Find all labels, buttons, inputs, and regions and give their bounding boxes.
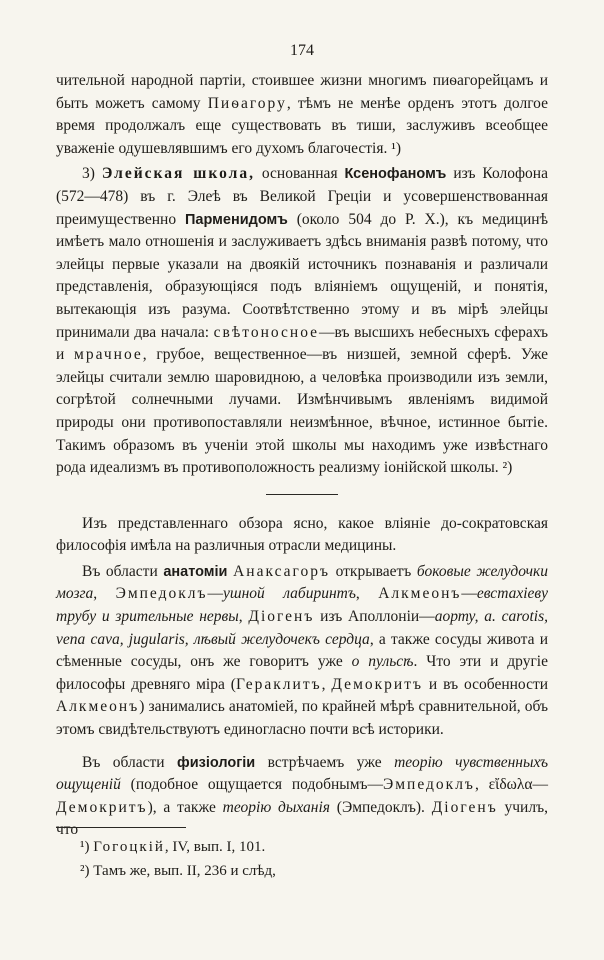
footnote-mark: ²) bbox=[80, 863, 90, 879]
text-run: изъ Колофона (572—478) въ г. Элеѣ въ Великой Греціи и усовершенствованная преимущественно bbox=[56, 165, 548, 228]
term-luminous: свѣтоносное bbox=[213, 323, 320, 341]
footnotes bbox=[80, 835, 540, 883]
term-eleatic-school: Элейская школа, bbox=[101, 165, 255, 183]
text-run: чительной народной партіи, стоившее жизни многимъ пиѳагорейцамъ и быть можетъ самому bbox=[56, 72, 548, 112]
text-run: и въ особенности bbox=[423, 675, 549, 693]
footnote-rule bbox=[56, 827, 186, 828]
text-run: основанная bbox=[254, 165, 345, 183]
italic-term: теорію чувственныхъ ощущеній bbox=[56, 753, 549, 794]
text-run: , bbox=[321, 675, 332, 693]
text-run: , bbox=[238, 608, 249, 626]
footnote-1 bbox=[80, 835, 540, 859]
name-democritus: Демокритъ bbox=[331, 675, 423, 693]
text-run: (Эмпедоклъ). bbox=[330, 798, 432, 816]
footnote-author: Гогоцкій bbox=[93, 839, 165, 855]
text-run: 3) bbox=[82, 165, 102, 183]
term-physiology: физіологіи bbox=[177, 754, 256, 771]
name-empedocles: Эмпедоклъ bbox=[115, 585, 208, 603]
text-run: встрѣчаемъ уже bbox=[255, 753, 395, 771]
name-democritus: Демокритъ bbox=[56, 798, 148, 816]
italic-term: о пульсѣ bbox=[351, 653, 414, 671]
name-xenophanes: Ксенофаномъ bbox=[344, 166, 447, 183]
text-run: , а также сосуды живота и сѣменные сосуды, онъ же говоритъ уже bbox=[56, 630, 548, 671]
text-run: . Что эти и другіе философы древняго міра ( bbox=[56, 653, 548, 693]
text-run: (подобное ощущается подобнымъ— bbox=[120, 776, 384, 794]
text-run: —въ высшихъ небесныхъ сферахъ и bbox=[56, 323, 548, 364]
name-alcmaeon: Алкмеонъ bbox=[378, 585, 462, 603]
name-parmenides: Парменидомъ bbox=[185, 211, 288, 228]
paragraph-pythagoreans bbox=[56, 70, 548, 160]
name-pythagoras: Пиѳагору bbox=[207, 94, 287, 112]
text-run: Въ области bbox=[82, 562, 164, 580]
name-alcmaeon: Алкмеонъ bbox=[56, 698, 140, 716]
name-anaxagoras: Анаксагоръ bbox=[233, 562, 331, 580]
section-divider bbox=[266, 494, 338, 495]
name-diogenes: Діогенъ bbox=[431, 798, 498, 816]
footnote-mark: ¹) bbox=[80, 839, 90, 855]
text-run: , грубое, вещественное—въ низшей, земной сферѣ. Уже элейцы считали землю шаровидною, а человѣка производили изъ земли, согрѣтой солнечными лучами. Измѣнчивымъ явленіямъ видимой природы они противопоставляли неизмѣнное, вѣчное, истинное бытіе. Такимъ образомъ въ ученіи этой школы мы находимъ уже извѣстнаго рода идеализмъ въ противоположность реализму іонійской школы. ²) bbox=[56, 346, 548, 477]
paragraph-anatomy bbox=[56, 561, 548, 742]
footnote-2 bbox=[80, 859, 540, 883]
footnote-text: Тамъ же, вып. II, 236 и слѣд, bbox=[93, 863, 276, 879]
text-run: ), а также bbox=[147, 798, 223, 816]
italic-term: ушной лабиринтъ bbox=[223, 585, 356, 603]
text-run: открываетъ bbox=[330, 562, 417, 580]
term-dark: мрачное bbox=[74, 346, 143, 364]
text-run: , bbox=[355, 585, 379, 603]
text-run: изъ Аполлоніи— bbox=[314, 608, 435, 626]
footnote-text: , IV, вып. I, 101. bbox=[164, 839, 266, 855]
text-run: — bbox=[207, 585, 224, 603]
text-run: училъ, что bbox=[56, 798, 548, 839]
name-diogenes: Діогенъ bbox=[248, 608, 315, 626]
text-run: , bbox=[93, 585, 116, 603]
italic-term: теорію дыханія bbox=[222, 798, 331, 816]
paragraph-eleatic-school bbox=[56, 163, 548, 479]
text-run: (около 504 до Р. Х.), къ медицинѣ имѣетъ мало отношенія и заслуживаетъ здѣсь вниманія развѣ потому, что элейцы первые указали на двоякій источникъ познаванія и различали представленія, образующіяся подъ вліяніемъ ощущеній, и понятія, вытекающія изъ разума. Соотвѣтственно этому и въ мірѣ элейцы принимали два начала: bbox=[56, 210, 548, 341]
text-run: ) занимались анатоміей, по крайней мѣрѣ сравнительной, объ этомъ свидѣтельствуютъ единогласно почти всѣ историки. bbox=[56, 698, 548, 739]
text-run: Въ области bbox=[82, 753, 178, 771]
body-text bbox=[56, 70, 548, 842]
italic-term: евстахіеву трубу и зрительные нервы bbox=[56, 585, 548, 626]
term-anatomy: анатоміи bbox=[163, 563, 228, 580]
paragraph-physiology bbox=[56, 752, 548, 842]
text-run: , εἴδωλα— bbox=[474, 776, 548, 794]
name-heraclitus: Гераклитъ bbox=[235, 675, 322, 693]
text-run: — bbox=[461, 585, 477, 603]
text-run: , тѣмъ не менѣе орденъ этотъ долгое время продолжалъ еще существовать въ тиши, заслуживъ всеобщее уваженіе одушевлявшимъ его духомъ благочестія. ¹) bbox=[56, 94, 548, 157]
page-number: 174 bbox=[290, 42, 314, 59]
paragraph-overview: Изъ представленнаго обзора ясно, какое вліяніе до-сократовская философія имѣла на различныя отрасли медицины. bbox=[56, 514, 548, 555]
italic-term: боковые желудочки мозга bbox=[56, 562, 548, 603]
italic-term: аорту, a. carotis, vena cava, jugularis, лѣвый желудочекъ сердца bbox=[56, 608, 549, 648]
name-empedocles: Эмпедоклъ bbox=[383, 776, 475, 794]
